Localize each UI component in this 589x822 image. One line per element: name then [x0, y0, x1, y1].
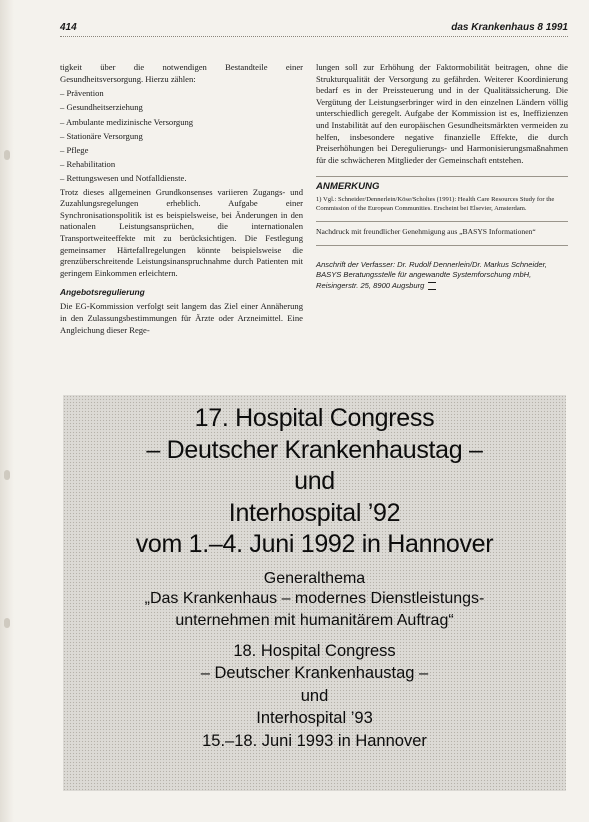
ad-headline: vom 1.–4. Juni 1992 in Hannover	[135, 530, 494, 558]
left-column	[60, 62, 303, 336]
journal-title: das Krankenhaus 8 1991	[451, 22, 568, 33]
ad-theme-line: unternehmen mit humanitärem Auftrag“	[175, 611, 454, 629]
ad-headline: Interhospital ’92	[228, 498, 401, 527]
footnote: 1) Vgl.: Schneider/Dennerlein/Köse/Scholtes (1991): Health Care Resources Study for the Commission of the European Communities. Erscheint bei Elsevier, Amsterdam.	[316, 196, 555, 212]
ad-theme-label: Generalthema	[263, 569, 366, 587]
list-item: – Stationäre Versorgung	[60, 130, 143, 141]
right-column	[316, 62, 568, 291]
care-components-list	[60, 86, 303, 185]
list-item: – Rettungswesen und Notfalldienste.	[60, 173, 187, 184]
list-item: – Rehabilitation	[60, 159, 116, 170]
punch-hole	[4, 470, 10, 480]
body-paragraph: Die EG-Kommission verfolgt seit langem das Ziel einer Annäherung in den Zulassungsbestimmungen für Ärzte oder Arzneimittel. Eine Angleichung dieser Rege-	[60, 301, 303, 335]
ad-next-line: Interhospital ’93	[256, 709, 373, 727]
ad-headline: 17. Hospital Congress	[194, 404, 435, 432]
subheading: Angebotsregulierung	[60, 287, 145, 298]
ad-headline: – Deutscher Krankenhaustag –	[146, 435, 483, 464]
ad-headline: und	[294, 467, 335, 495]
author-address	[316, 260, 568, 291]
header-divider	[60, 36, 568, 37]
note-heading: ANMERKUNG	[316, 176, 568, 192]
intro-paragraph: tigkeit über die notwendigen Bestandteile einer Gesundheitsversorgung. Hierzu zählen:	[60, 62, 303, 84]
ad-main-block	[63, 403, 566, 561]
list-item: – Prävention	[60, 88, 104, 99]
ad-next-line: und	[300, 686, 329, 705]
list-item: – Ambulante medizinische Versorgung	[60, 116, 194, 127]
end-of-article-mark	[428, 282, 436, 290]
divider	[316, 221, 568, 222]
page-number: 414	[60, 22, 77, 33]
body-paragraph: lungen soll zur Erhöhung der Faktormobilität beitragen, ohne die Strukturqualität der Versorgung zu gefährden. Weiterer Koordinierung bedarf es in der Preissteuerung und in der Qualitätssicherung. Die Vergütung der Leistungserbringer wird in den einzelnen Ländern völlig unterschiedlich geregelt. Aufgabe der Kommission ist es, Ineffizienzen und Instabilität auf den europäischen Gesundheitsmärkten vermeiden zu helfen, insbesondere negative finanzielle Effekte, die durch Preiserhöhungen bei Deregulierungs- und Harmonisierungsmaßnahmen für die schwächeren Mitglieder der Gemeinschaft entstehen.	[316, 62, 568, 165]
ad-next-line: – Deutscher Krankenhaustag –	[200, 664, 429, 682]
list-item: – Pflege	[60, 145, 89, 155]
list-item: – Gesundheitserziehung	[60, 102, 143, 113]
congress-advertisement	[63, 395, 566, 791]
ad-theme-line: „Das Krankenhaus – modernes Dienstleistungs-	[144, 589, 485, 607]
page-header	[60, 22, 568, 36]
reprint-notice: Nachdruck mit freundlicher Genehmigung aus „BASYS Informationen“	[316, 226, 536, 236]
page-binding-edge	[0, 0, 14, 822]
punch-hole	[4, 150, 10, 160]
punch-hole	[4, 618, 10, 628]
body-paragraph: Trotz dieses allgemeinen Grundkonsenses variieren Zugangs- und Zuzahlungsregelungen erheblich. Aufgabe einer Synchronisationspolitik ist es beispielsweise, bei Änderungen in den nationalen Leistungsansprüchen, die internationalen Transportweiteeffekte mit zu berücksichtigen. Die Festlegung gemeinsamer Härtefallregelungen könnte beispielsweise die grenzüberschreitende Leistungsinanspruchnahme durch Patienten mit geringem Einkommen erleichtern.	[60, 186, 303, 278]
divider	[316, 245, 568, 246]
ad-next-congress	[63, 640, 566, 753]
ad-next-line: 18. Hospital Congress	[233, 641, 396, 660]
ad-next-line: 15.–18. Juni 1993 in Hannover	[202, 731, 427, 750]
ad-theme	[63, 588, 566, 632]
author-address-text: Anschrift der Verfasser: Dr. Rudolf Dennerlein/Dr. Markus Schneider, BASYS Beratungsstelle für angewandte Systemforschung mbH, Reisingerstr. 25, 8900 Augsburg	[316, 259, 547, 290]
